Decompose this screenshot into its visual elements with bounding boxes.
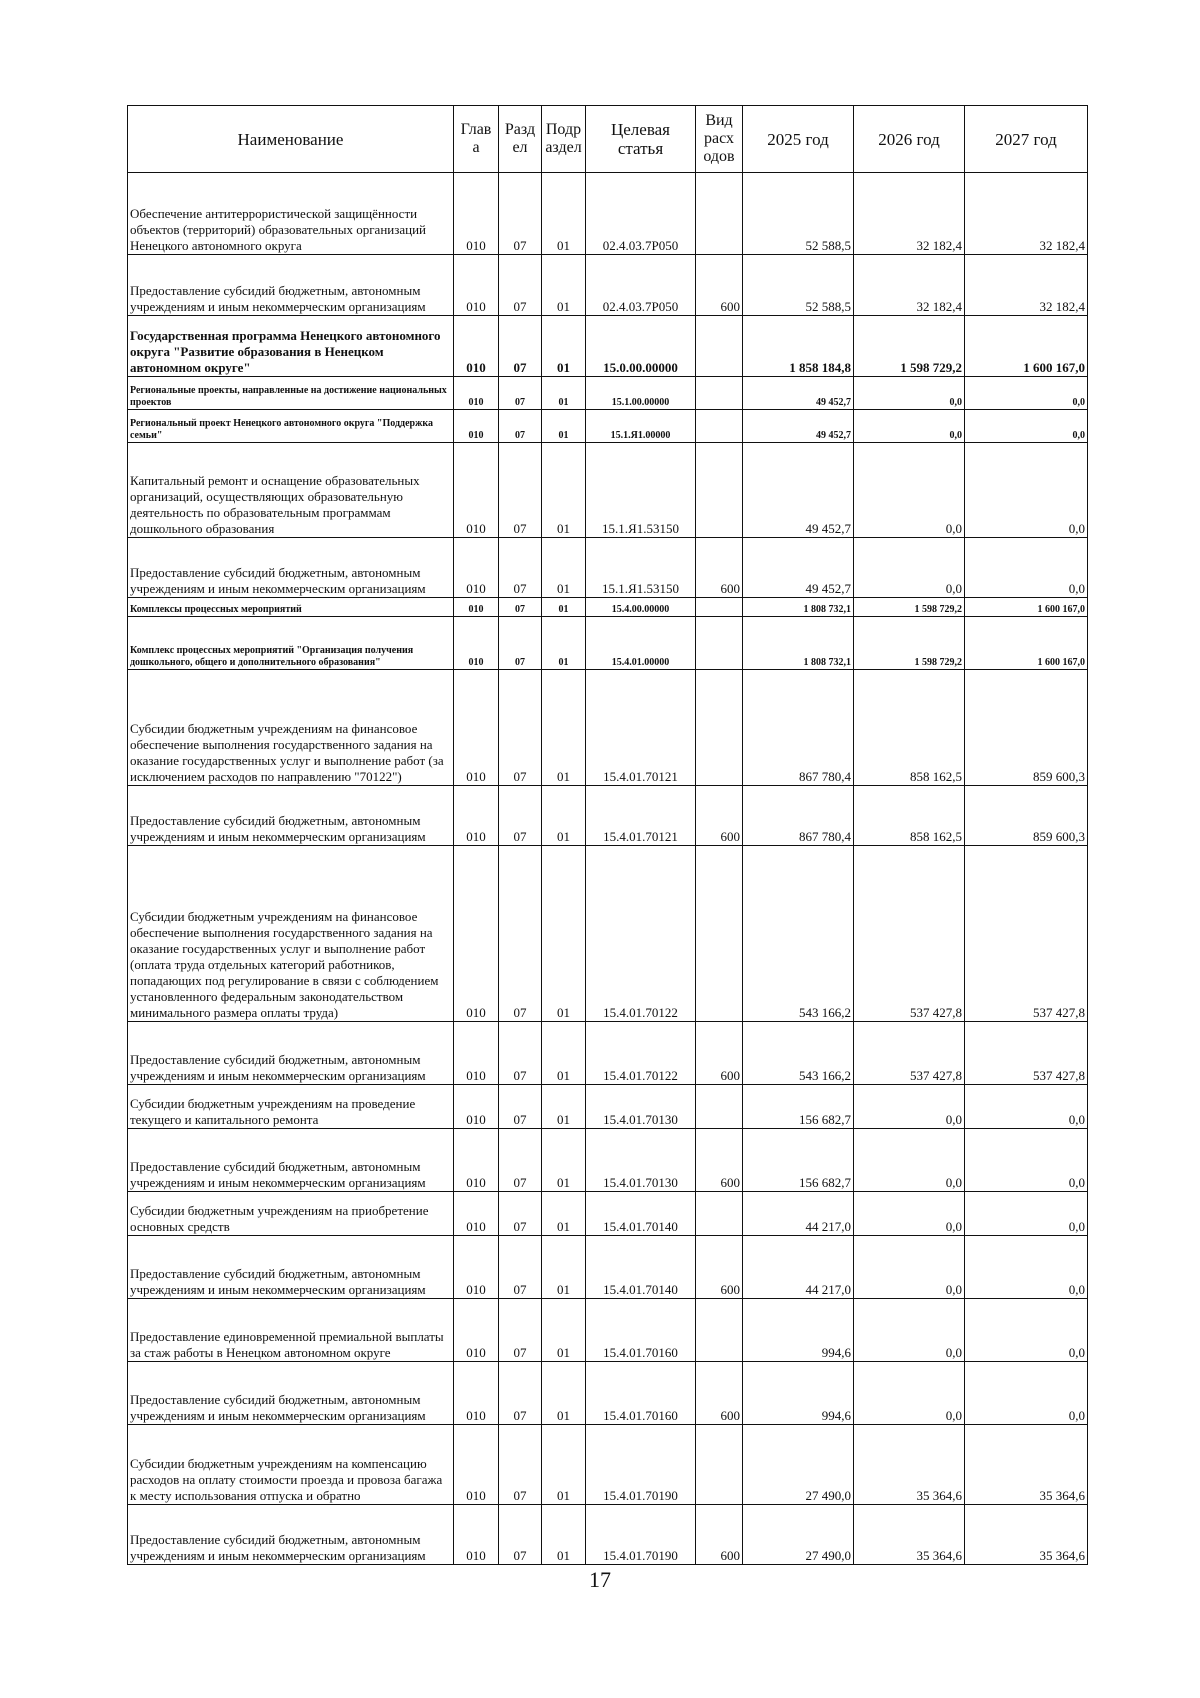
cell-2025: 52 588,5	[743, 173, 854, 255]
cell-target: 15.1.Я1.53150	[586, 538, 696, 598]
cell-2025: 543 166,2	[743, 1022, 854, 1085]
cell-target: 15.4.01.70190	[586, 1425, 696, 1505]
cell-name: Предоставление субсидий бюджетным, автономным учреждениям и иным некоммерческим организациям	[128, 255, 454, 316]
cell-2027: 0,0	[965, 1085, 1088, 1129]
cell-section: 07	[499, 1192, 542, 1236]
cell-subsection: 01	[542, 617, 586, 670]
table-row	[128, 1129, 1088, 1192]
cell-2026: 35 364,6	[854, 1425, 965, 1505]
cell-name: Субсидии бюджетным учреждениям на финансовое обеспечение выполнения государственного задания на оказание государственных услуг и выполнение работ (оплата труда отдельных категорий работников, попадающих под регулирование в связи с соблюдением установленного федеральным законодательством минимального размера оплаты труда)	[128, 846, 454, 1022]
cell-chapter: 010	[454, 1505, 499, 1565]
cell-chapter: 010	[454, 1129, 499, 1192]
table-row	[128, 1192, 1088, 1236]
cell-name: Комплекс процессных мероприятий "Организация получения дошкольного, общего и дополнительного образования"	[128, 617, 454, 670]
cell-subsection: 01	[542, 786, 586, 846]
cell-subsection: 01	[542, 1192, 586, 1236]
cell-expense-type	[696, 377, 743, 410]
cell-name: Субсидии бюджетным учреждениям на компенсацию расходов на оплату стоимости проезда и провоза багажа к месту использования отпуска и обратно	[128, 1425, 454, 1505]
cell-subsection: 01	[542, 410, 586, 443]
page-number: 17	[589, 1567, 611, 1592]
cell-section: 07	[499, 598, 542, 617]
cell-section: 07	[499, 1362, 542, 1425]
cell-section: 07	[499, 255, 542, 316]
cell-name: Субсидии бюджетным учреждениям на проведение текущего и капитального ремонта	[128, 1085, 454, 1129]
cell-expense-type: 600	[696, 786, 743, 846]
cell-expense-type	[696, 443, 743, 538]
cell-subsection: 01	[542, 598, 586, 617]
header-subsection: Подр аздел	[542, 106, 586, 173]
cell-section: 07	[499, 443, 542, 538]
cell-name: Капитальный ремонт и оснащение образовательных организаций, осуществляющих образовательную деятельность по образовательным программам дошкольного образования	[128, 443, 454, 538]
cell-target: 15.4.01.70160	[586, 1362, 696, 1425]
cell-section: 07	[499, 846, 542, 1022]
table-row	[128, 598, 1088, 617]
cell-2026: 0,0	[854, 1236, 965, 1299]
cell-target: 15.4.00.00000	[586, 598, 696, 617]
cell-target: 15.1.00.00000	[586, 377, 696, 410]
budget-table	[127, 105, 1088, 1565]
cell-2025: 1 808 732,1	[743, 617, 854, 670]
cell-2025: 49 452,7	[743, 538, 854, 598]
cell-2026: 0,0	[854, 1192, 965, 1236]
table-row	[128, 1299, 1088, 1362]
cell-section: 07	[499, 410, 542, 443]
cell-2027: 1 600 167,0	[965, 598, 1088, 617]
cell-target: 15.4.01.70160	[586, 1299, 696, 1362]
cell-subsection: 01	[542, 846, 586, 1022]
cell-section: 07	[499, 1022, 542, 1085]
cell-2027: 0,0	[965, 1362, 1088, 1425]
cell-2025: 49 452,7	[743, 410, 854, 443]
cell-name: Предоставление субсидий бюджетным, автономным учреждениям и иным некоммерческим организациям	[128, 1505, 454, 1565]
cell-name: Предоставление субсидий бюджетным, автономным учреждениям и иным некоммерческим организациям	[128, 1236, 454, 1299]
cell-name: Региональный проект Ненецкого автономного округа "Поддержка семьи"	[128, 410, 454, 443]
header-section: Разд ел	[499, 106, 542, 173]
cell-target: 02.4.03.7Р050	[586, 255, 696, 316]
table-row	[128, 255, 1088, 316]
cell-subsection: 01	[542, 538, 586, 598]
cell-name: Региональные проекты, направленные на достижение национальных проектов	[128, 377, 454, 410]
cell-section: 07	[499, 173, 542, 255]
cell-2026: 1 598 729,2	[854, 617, 965, 670]
header-name: Наименование	[128, 106, 454, 173]
cell-2027: 0,0	[965, 377, 1088, 410]
cell-2026: 0,0	[854, 538, 965, 598]
cell-section: 07	[499, 617, 542, 670]
table-row	[128, 617, 1088, 670]
header-row	[128, 106, 1088, 173]
cell-2026: 32 182,4	[854, 255, 965, 316]
cell-expense-type	[696, 1299, 743, 1362]
cell-name: Предоставление субсидий бюджетным, автономным учреждениям и иным некоммерческим организациям	[128, 1362, 454, 1425]
cell-2025: 867 780,4	[743, 786, 854, 846]
cell-2027: 0,0	[965, 538, 1088, 598]
cell-subsection: 01	[542, 1129, 586, 1192]
cell-chapter: 010	[454, 1022, 499, 1085]
cell-target: 15.4.01.70130	[586, 1085, 696, 1129]
cell-2025: 156 682,7	[743, 1129, 854, 1192]
cell-2026: 537 427,8	[854, 1022, 965, 1085]
cell-2027: 0,0	[965, 1236, 1088, 1299]
cell-target: 15.4.01.70122	[586, 1022, 696, 1085]
cell-chapter: 010	[454, 1192, 499, 1236]
header-2026: 2026 год	[854, 106, 965, 173]
cell-subsection: 01	[542, 1299, 586, 1362]
cell-section: 07	[499, 1425, 542, 1505]
cell-expense-type	[696, 846, 743, 1022]
cell-name: Обеспечение антитеррористической защищённости объектов (территорий) образовательных организаций Ненецкого автономного округа	[128, 173, 454, 255]
cell-section: 07	[499, 1129, 542, 1192]
cell-expense-type: 600	[696, 1236, 743, 1299]
cell-2027: 35 364,6	[965, 1505, 1088, 1565]
cell-2025: 543 166,2	[743, 846, 854, 1022]
cell-2026: 858 162,5	[854, 786, 965, 846]
cell-expense-type: 600	[696, 1505, 743, 1565]
cell-target: 15.1.Я1.53150	[586, 443, 696, 538]
cell-subsection: 01	[542, 1085, 586, 1129]
cell-2026: 858 162,5	[854, 670, 965, 786]
cell-chapter: 010	[454, 1085, 499, 1129]
cell-chapter: 010	[454, 443, 499, 538]
cell-subsection: 01	[542, 316, 586, 377]
cell-name: Предоставление единовременной премиальной выплаты за стаж работы в Ненецком автономном округе	[128, 1299, 454, 1362]
cell-expense-type	[696, 617, 743, 670]
cell-expense-type	[696, 173, 743, 255]
cell-subsection: 01	[542, 255, 586, 316]
cell-subsection: 01	[542, 1022, 586, 1085]
cell-section: 07	[499, 377, 542, 410]
cell-2026: 0,0	[854, 377, 965, 410]
table-row	[128, 670, 1088, 786]
cell-2025: 156 682,7	[743, 1085, 854, 1129]
header-chapter: Глав а	[454, 106, 499, 173]
table-row	[128, 1236, 1088, 1299]
cell-subsection: 01	[542, 1505, 586, 1565]
cell-name: Государственная программа Ненецкого автономного округа "Развитие образования в Ненецком автономном округе"	[128, 316, 454, 377]
cell-2026: 0,0	[854, 1085, 965, 1129]
cell-2025: 49 452,7	[743, 443, 854, 538]
cell-chapter: 010	[454, 538, 499, 598]
cell-2026: 32 182,4	[854, 173, 965, 255]
cell-target: 02.4.03.7Р050	[586, 173, 696, 255]
cell-2025: 49 452,7	[743, 377, 854, 410]
cell-2027: 0,0	[965, 1299, 1088, 1362]
cell-2027: 859 600,3	[965, 786, 1088, 846]
cell-name: Предоставление субсидий бюджетным, автономным учреждениям и иным некоммерческим организациям	[128, 1129, 454, 1192]
cell-2027: 0,0	[965, 443, 1088, 538]
table-row	[128, 1085, 1088, 1129]
cell-chapter: 010	[454, 255, 499, 316]
cell-2026: 0,0	[854, 1299, 965, 1362]
cell-section: 07	[499, 1236, 542, 1299]
cell-expense-type	[696, 1425, 743, 1505]
cell-2027: 537 427,8	[965, 846, 1088, 1022]
cell-name: Предоставление субсидий бюджетным, автономным учреждениям и иным некоммерческим организациям	[128, 786, 454, 846]
cell-2026: 537 427,8	[854, 846, 965, 1022]
cell-chapter: 010	[454, 670, 499, 786]
table-row	[128, 443, 1088, 538]
table-row	[128, 316, 1088, 377]
cell-subsection: 01	[542, 443, 586, 538]
cell-target: 15.4.01.70130	[586, 1129, 696, 1192]
cell-2027: 35 364,6	[965, 1425, 1088, 1505]
cell-section: 07	[499, 316, 542, 377]
cell-name: Предоставление субсидий бюджетным, автономным учреждениям и иным некоммерческим организациям	[128, 1022, 454, 1085]
table-row	[128, 1505, 1088, 1565]
cell-2027: 0,0	[965, 1129, 1088, 1192]
cell-2025: 1 858 184,8	[743, 316, 854, 377]
cell-chapter: 010	[454, 377, 499, 410]
cell-2027: 32 182,4	[965, 255, 1088, 316]
cell-section: 07	[499, 786, 542, 846]
cell-expense-type: 600	[696, 538, 743, 598]
cell-expense-type	[696, 410, 743, 443]
cell-chapter: 010	[454, 598, 499, 617]
cell-name: Субсидии бюджетным учреждениям на приобретение основных средств	[128, 1192, 454, 1236]
cell-target: 15.4.01.70140	[586, 1192, 696, 1236]
cell-2025: 27 490,0	[743, 1505, 854, 1565]
cell-subsection: 01	[542, 1236, 586, 1299]
cell-2027: 537 427,8	[965, 1022, 1088, 1085]
cell-2026: 35 364,6	[854, 1505, 965, 1565]
cell-target: 15.4.01.70140	[586, 1236, 696, 1299]
cell-subsection: 01	[542, 173, 586, 255]
cell-chapter: 010	[454, 1425, 499, 1505]
cell-chapter: 010	[454, 1362, 499, 1425]
cell-name: Предоставление субсидий бюджетным, автономным учреждениям и иным некоммерческим организациям	[128, 538, 454, 598]
table-row	[128, 846, 1088, 1022]
table-row	[128, 538, 1088, 598]
cell-chapter: 010	[454, 1299, 499, 1362]
cell-expense-type	[696, 598, 743, 617]
cell-section: 07	[499, 1085, 542, 1129]
cell-2026: 1 598 729,2	[854, 316, 965, 377]
cell-2025: 27 490,0	[743, 1425, 854, 1505]
cell-2025: 994,6	[743, 1362, 854, 1425]
table-row	[128, 1425, 1088, 1505]
cell-expense-type	[696, 316, 743, 377]
cell-2027: 1 600 167,0	[965, 316, 1088, 377]
cell-chapter: 010	[454, 1236, 499, 1299]
cell-target: 15.4.01.00000	[586, 617, 696, 670]
cell-section: 07	[499, 1505, 542, 1565]
cell-target: 15.1.Я1.00000	[586, 410, 696, 443]
cell-chapter: 010	[454, 410, 499, 443]
cell-target: 15.4.01.70121	[586, 786, 696, 846]
cell-2027: 1 600 167,0	[965, 617, 1088, 670]
header-2025: 2025 год	[743, 106, 854, 173]
table-row	[128, 1022, 1088, 1085]
cell-2027: 859 600,3	[965, 670, 1088, 786]
cell-target: 15.4.01.70121	[586, 670, 696, 786]
table-row	[128, 410, 1088, 443]
cell-2027: 32 182,4	[965, 173, 1088, 255]
cell-expense-type	[696, 1192, 743, 1236]
cell-2025: 867 780,4	[743, 670, 854, 786]
cell-subsection: 01	[542, 1425, 586, 1505]
cell-expense-type: 600	[696, 1362, 743, 1425]
cell-2025: 994,6	[743, 1299, 854, 1362]
cell-2027: 0,0	[965, 410, 1088, 443]
table-row	[128, 1362, 1088, 1425]
cell-2025: 1 808 732,1	[743, 598, 854, 617]
cell-2026: 1 598 729,2	[854, 598, 965, 617]
cell-chapter: 010	[454, 173, 499, 255]
cell-2025: 44 217,0	[743, 1236, 854, 1299]
table-row	[128, 786, 1088, 846]
cell-chapter: 010	[454, 316, 499, 377]
cell-expense-type: 600	[696, 255, 743, 316]
cell-section: 07	[499, 1299, 542, 1362]
cell-2027: 0,0	[965, 1192, 1088, 1236]
cell-section: 07	[499, 538, 542, 598]
cell-expense-type: 600	[696, 1022, 743, 1085]
header-2027: 2027 год	[965, 106, 1088, 173]
cell-subsection: 01	[542, 377, 586, 410]
cell-expense-type	[696, 670, 743, 786]
cell-2026: 0,0	[854, 1129, 965, 1192]
cell-section: 07	[499, 670, 542, 786]
header-expense-type: Вид расх одов	[696, 106, 743, 173]
cell-name: Субсидии бюджетным учреждениям на финансовое обеспечение выполнения государственного задания на оказание государственных услуг и выполнение работ (за исключением расходов по направлению "70122")	[128, 670, 454, 786]
cell-chapter: 010	[454, 786, 499, 846]
cell-target: 15.4.01.70122	[586, 846, 696, 1022]
cell-subsection: 01	[542, 1362, 586, 1425]
table-row	[128, 173, 1088, 255]
cell-2026: 0,0	[854, 410, 965, 443]
table-row	[128, 377, 1088, 410]
cell-expense-type	[696, 1085, 743, 1129]
cell-target: 15.0.00.00000	[586, 316, 696, 377]
cell-target: 15.4.01.70190	[586, 1505, 696, 1565]
cell-expense-type: 600	[696, 1129, 743, 1192]
cell-2026: 0,0	[854, 443, 965, 538]
cell-2025: 52 588,5	[743, 255, 854, 316]
cell-subsection: 01	[542, 670, 586, 786]
cell-chapter: 010	[454, 617, 499, 670]
cell-2026: 0,0	[854, 1362, 965, 1425]
cell-name: Комплексы процессных мероприятий	[128, 598, 454, 617]
header-target: Целевая статья	[586, 106, 696, 173]
cell-2025: 44 217,0	[743, 1192, 854, 1236]
cell-chapter: 010	[454, 846, 499, 1022]
